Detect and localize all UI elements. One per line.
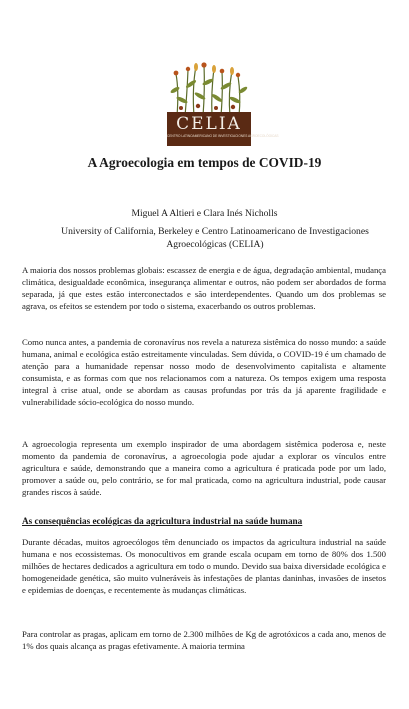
logo-tagline: CENTRO LATINOAMERICANO DE INVESTIGACIONES AGROECOLÓGICAS [167,134,279,138]
authors: Miguel A Altieri e Clara Inés Nicholls [131,208,278,219]
logo-band [167,112,279,146]
celia-logo [167,60,279,146]
affiliation: University of California, Berkeley e Centro Latinoamericano de Investigaciones Agroecológicas (CELIA) [61,226,369,250]
document-title: A Agroecologia em tempos de COVID-19 [87,155,322,170]
paragraph-2: Como nunca antes, a pandemia de coronavírus nos revela a natureza sistêmica do nosso mundo: a saúde humana, animal e ecológica estão estreitamente vinculadas. Sem dúvida, o COVID-19 é um chamado de atenção para a humanidade repensar nosso modo de desenvolvimento capitalista e altamente consumista, e as formas com que nos relacionamos com a natureza. Os tempos exigem uma resposta integral à crise atual, onde se abordam as causas profundas por trás da já aparente fragilidade e vulnerabilidade sócio-ecológica do nosso mundo. [22,337,386,408]
paragraph-3: A agroecologia representa um exemplo inspirador de uma abordagem sistêmica poderosa e, neste momento da pandemia de coronavírus, a agroecologia pode ajudar a explorar os vínculos entre agricultura e saúde, demonstrando que a maneira como a agricultura é praticada pode por um lado, promover a saúde ou, pelo contrário, se for mal praticada, como na agricultura industrial, pode causar grandes riscos à saúde. [22,439,386,498]
section-heading: As consequências ecológicas da agricultura industrial na saúde humana [22,516,303,526]
plants-illustration [167,60,251,116]
paragraph-5: Para controlar as pragas, aplicam em torno de 2.300 milhões de Kg de agrotóxicos a cada ano, menos de 1% dos quais alcança as pragas efetivamente. A maioria termina [22,629,386,652]
logo-wordmark: CELIA [176,114,242,134]
paragraph-1: A maioria dos nossos problemas globais: escassez de energia e de água, degradação ambiental, mudança climática, desigualdade econômica, insegurança alimentar e outros, não podem ser abordados de forma separada, já que estes estão interconectados e são interdependentes. Quando um dos problemas se agrava, os efeitos se estendem por todo o sistema, exacerbando os outros problemas. [22,265,386,312]
paragraph-4: Durante décadas, muitos agroecólogos têm denunciado os impactos da agricultura industrial na saúde humana e nos ecossistemas. Os monocultivos em grande escala ocupam em torno de 80% dos 1.500 milhões de hectares dedicados a agricultura em todo o mundo. Devido sua baixa diversidade ecológica e homogeneidade genética, são muito vulneráveis às infestações de plantas daninhas, invasões de insetos e epidemias de doenças, e recentemente às mudanças climáticas. [22,537,386,596]
